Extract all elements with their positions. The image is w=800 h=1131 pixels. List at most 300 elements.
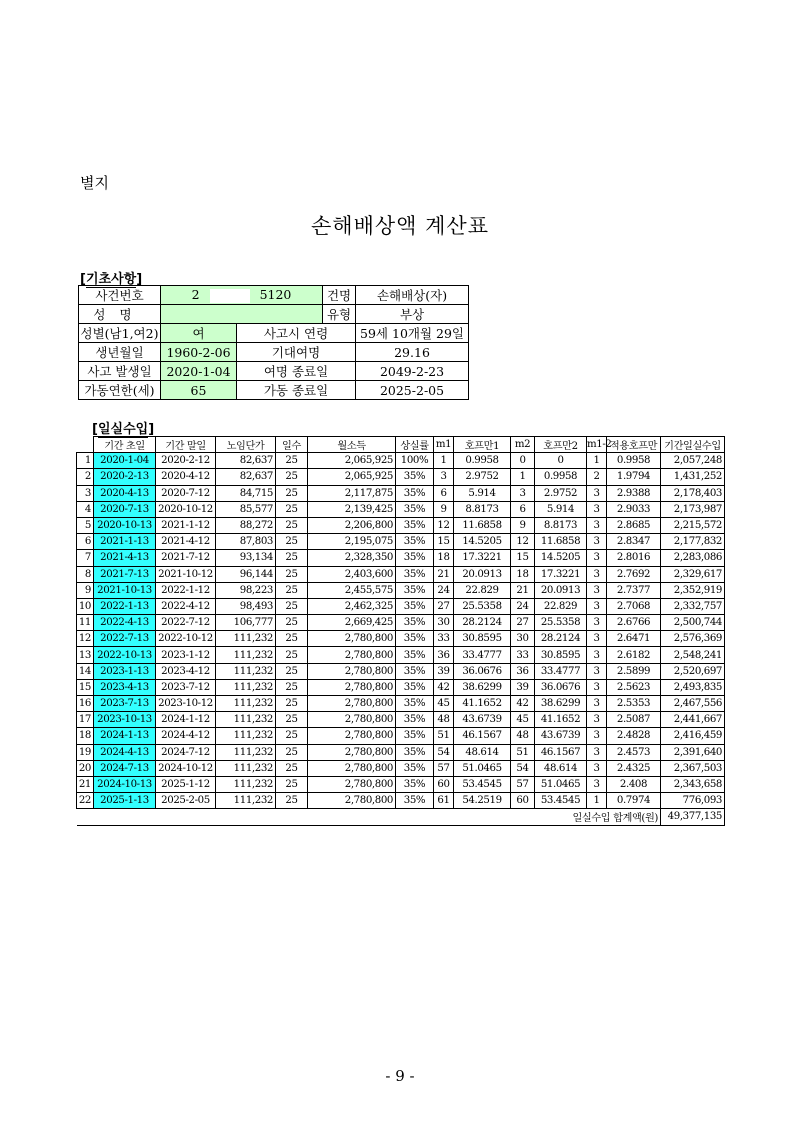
income-total-row — [77, 809, 725, 825]
table-cell: 35% — [396, 744, 434, 760]
table-cell: 54 — [434, 744, 454, 760]
table-cell: 2,462,325 — [308, 598, 396, 614]
table-row — [77, 517, 725, 533]
table-cell: 2,403,600 — [308, 566, 396, 582]
table-cell: 1 — [587, 453, 607, 469]
table-cell: 21 — [434, 566, 454, 582]
row-index: 15 — [77, 679, 94, 695]
table-cell: 2,178,403 — [661, 485, 725, 501]
table-cell: 1 — [511, 469, 535, 485]
table-cell: 2,328,350 — [308, 550, 396, 566]
table-cell: 1 — [434, 453, 454, 469]
table-cell: 1 — [587, 793, 607, 809]
table-cell: 2,669,425 — [308, 615, 396, 631]
table-cell: 33.4777 — [454, 647, 511, 663]
table-cell: 2.5087 — [607, 712, 661, 728]
row-index: 19 — [77, 744, 94, 760]
annex-label: 별지 — [80, 174, 109, 192]
table-cell: 2.6182 — [607, 647, 661, 663]
table-cell: 2,780,800 — [308, 696, 396, 712]
table-cell: 51 — [511, 744, 535, 760]
table-row — [77, 469, 725, 485]
table-cell: 2.7377 — [607, 582, 661, 598]
table-cell: 106,777 — [216, 615, 276, 631]
table-cell: 2.9388 — [607, 485, 661, 501]
table-cell: 2.408 — [607, 776, 661, 792]
table-cell: 61 — [434, 793, 454, 809]
table-cell: 3 — [587, 776, 607, 792]
table-row — [77, 776, 725, 792]
table-row — [77, 582, 725, 598]
table-cell: 2,173,987 — [661, 501, 725, 517]
table-cell: 2.4325 — [607, 760, 661, 776]
table-cell: 88,272 — [216, 517, 276, 533]
table-cell: 2,329,617 — [661, 566, 725, 582]
table-cell: 36 — [511, 663, 535, 679]
table-cell: 111,232 — [216, 776, 276, 792]
table-cell: 2.6471 — [607, 631, 661, 647]
total-value: 49,377,135 — [661, 809, 725, 825]
table-cell: 2020-2-13 — [94, 469, 156, 485]
table-cell: 2,467,556 — [661, 696, 725, 712]
row-index: 7 — [77, 550, 94, 566]
table-cell: 2020-1-04 — [94, 453, 156, 469]
table-cell: 2022-4-12 — [156, 598, 216, 614]
table-cell: 12 — [434, 517, 454, 533]
table-cell: 0.9958 — [454, 453, 511, 469]
table-cell: 2.9752 — [454, 469, 511, 485]
table-cell: 24 — [511, 598, 535, 614]
lost-income-table — [76, 436, 725, 826]
table-cell: 35% — [396, 582, 434, 598]
row-index: 21 — [77, 776, 94, 792]
table-cell: 25 — [276, 744, 308, 760]
table-cell: 43.6739 — [454, 712, 511, 728]
table-cell: 2.5623 — [607, 679, 661, 695]
table-cell: 35% — [396, 631, 434, 647]
table-cell: 2,065,925 — [308, 453, 396, 469]
row-index: 6 — [77, 534, 94, 550]
table-cell: 2020-7-13 — [94, 501, 156, 517]
table-cell: 35% — [396, 696, 434, 712]
row-index: 11 — [77, 615, 94, 631]
row-index: 8 — [77, 566, 94, 582]
table-cell: 2,780,800 — [308, 776, 396, 792]
basic-section-label: [기초사항] — [80, 272, 143, 287]
table-cell: 2.7692 — [607, 566, 661, 582]
table-cell: 60 — [511, 793, 535, 809]
table-cell: 2021-1-13 — [94, 534, 156, 550]
table-cell: 2025-1-13 — [94, 793, 156, 809]
life-value: 29.16 — [356, 343, 469, 362]
table-cell: 2,441,667 — [661, 712, 725, 728]
table-cell: 25 — [276, 550, 308, 566]
table-cell: 2021-4-13 — [94, 550, 156, 566]
table-cell: 3 — [587, 615, 607, 631]
income-header-cell: 적용호프만 — [607, 437, 661, 453]
table-cell: 51.0465 — [535, 776, 587, 792]
table-cell: 42 — [511, 696, 535, 712]
name-label: 성명 — [79, 305, 161, 324]
table-cell: 2024-4-12 — [156, 728, 216, 744]
table-cell: 6 — [434, 485, 454, 501]
case-name-label: 건명 — [323, 286, 356, 305]
table-cell: 25 — [276, 469, 308, 485]
life-label: 기대여명 — [237, 343, 356, 362]
table-cell: 35% — [396, 598, 434, 614]
table-cell: 2,117,875 — [308, 485, 396, 501]
table-row — [77, 712, 725, 728]
table-cell: 2,780,800 — [308, 760, 396, 776]
table-cell: 111,232 — [216, 631, 276, 647]
page-number: - 9 - — [385, 1067, 415, 1085]
table-cell: 2,391,640 — [661, 744, 725, 760]
row-index: 14 — [77, 663, 94, 679]
table-cell: 2023-1-13 — [94, 663, 156, 679]
table-cell: 54.2519 — [454, 793, 511, 809]
basic-info-table — [78, 285, 469, 400]
table-cell: 2022-10-12 — [156, 631, 216, 647]
table-cell: 35% — [396, 679, 434, 695]
case-no-label: 사건번호 — [79, 286, 161, 305]
table-cell: 25 — [276, 631, 308, 647]
table-cell: 39 — [434, 663, 454, 679]
type-label: 유형 — [323, 305, 356, 324]
table-cell: 2,780,800 — [308, 647, 396, 663]
table-cell: 2,493,835 — [661, 679, 725, 695]
table-cell: 2,343,658 — [661, 776, 725, 792]
table-cell: 41.1652 — [535, 712, 587, 728]
table-cell: 2,206,800 — [308, 517, 396, 533]
table-cell: 100% — [396, 453, 434, 469]
table-cell: 2024-1-12 — [156, 712, 216, 728]
case-no-value — [161, 286, 323, 305]
table-cell: 17.3221 — [454, 550, 511, 566]
table-cell: 2024-1-13 — [94, 728, 156, 744]
table-cell: 2025-2-05 — [156, 793, 216, 809]
table-cell: 51 — [434, 728, 454, 744]
table-cell: 2022-1-13 — [94, 598, 156, 614]
table-cell: 25 — [276, 728, 308, 744]
table-cell: 9 — [434, 501, 454, 517]
row-index: 16 — [77, 696, 94, 712]
table-cell: 3 — [587, 696, 607, 712]
table-cell: 776,093 — [661, 793, 725, 809]
table-cell: 35% — [396, 760, 434, 776]
table-cell: 2.9033 — [607, 501, 661, 517]
table-cell: 35% — [396, 566, 434, 582]
table-cell: 3 — [587, 647, 607, 663]
age-label: 사고시 연령 — [237, 324, 356, 343]
table-cell: 35% — [396, 712, 434, 728]
table-cell: 1,431,252 — [661, 469, 725, 485]
table-cell: 2022-10-13 — [94, 647, 156, 663]
case-name-value: 손해배상(자) — [356, 286, 469, 305]
row-index: 4 — [77, 501, 94, 517]
table-cell: 3 — [511, 485, 535, 501]
table-cell: 111,232 — [216, 760, 276, 776]
table-cell: 2,548,241 — [661, 647, 725, 663]
table-cell: 2020-2-12 — [156, 453, 216, 469]
row-index: 17 — [77, 712, 94, 728]
table-cell: 98,223 — [216, 582, 276, 598]
table-cell: 2023-10-13 — [94, 712, 156, 728]
table-row — [77, 485, 725, 501]
income-header-cell: 일수 — [276, 437, 308, 453]
table-cell: 2,065,925 — [308, 469, 396, 485]
table-cell: 5.914 — [535, 501, 587, 517]
table-cell: 111,232 — [216, 728, 276, 744]
table-cell: 2024-7-13 — [94, 760, 156, 776]
table-cell: 2021-7-13 — [94, 566, 156, 582]
table-cell: 2023-4-12 — [156, 663, 216, 679]
table-cell: 30.8595 — [454, 631, 511, 647]
table-cell: 96,144 — [216, 566, 276, 582]
table-row — [77, 793, 725, 809]
table-cell: 2025-1-12 — [156, 776, 216, 792]
table-cell: 2,177,832 — [661, 534, 725, 550]
table-row — [77, 760, 725, 776]
table-row — [77, 631, 725, 647]
table-cell: 53.4545 — [454, 776, 511, 792]
table-cell: 2020-10-12 — [156, 501, 216, 517]
table-cell: 54 — [511, 760, 535, 776]
table-cell: 2024-10-13 — [94, 776, 156, 792]
table-row — [77, 696, 725, 712]
table-cell: 2023-4-13 — [94, 679, 156, 695]
table-cell: 111,232 — [216, 696, 276, 712]
table-cell: 2,780,800 — [308, 728, 396, 744]
table-cell: 12 — [511, 534, 535, 550]
table-cell: 39 — [511, 679, 535, 695]
birth-value: 1960-2-06 — [161, 343, 237, 362]
table-cell: 25 — [276, 712, 308, 728]
table-cell: 28.2124 — [454, 615, 511, 631]
table-cell: 38.6299 — [535, 696, 587, 712]
table-cell: 27 — [434, 598, 454, 614]
basic-section-text: 기초사항 — [85, 272, 137, 287]
work-age-value: 65 — [161, 381, 237, 400]
table-cell: 25 — [276, 760, 308, 776]
table-cell: 85,577 — [216, 501, 276, 517]
table-cell: 42 — [434, 679, 454, 695]
table-cell: 36.0676 — [454, 663, 511, 679]
table-cell: 2023-7-13 — [94, 696, 156, 712]
table-cell: 25 — [276, 517, 308, 533]
table-cell: 53.4545 — [535, 793, 587, 809]
income-header-cell: 호프만2 — [535, 437, 587, 453]
table-cell: 111,232 — [216, 663, 276, 679]
table-cell: 3 — [587, 550, 607, 566]
table-cell: 11.6858 — [535, 534, 587, 550]
row-index: 5 — [77, 517, 94, 533]
table-cell: 20.0913 — [535, 582, 587, 598]
table-cell: 15 — [434, 534, 454, 550]
table-cell: 98,493 — [216, 598, 276, 614]
table-cell: 2,416,459 — [661, 728, 725, 744]
income-section-text: 일실수입 — [97, 422, 149, 437]
table-cell: 20.0913 — [454, 566, 511, 582]
row-index: 22 — [77, 793, 94, 809]
income-header-cell: m1-2 — [587, 437, 607, 453]
table-cell: 2,780,800 — [308, 631, 396, 647]
income-section-label: [일실수입] — [92, 422, 155, 437]
table-cell: 25 — [276, 615, 308, 631]
work-end-label: 가동 종료일 — [237, 381, 356, 400]
table-cell: 57 — [434, 760, 454, 776]
table-cell: 36.0676 — [535, 679, 587, 695]
income-header-cell: 호프만1 — [454, 437, 511, 453]
table-cell: 25 — [276, 679, 308, 695]
income-header-cell: 기간 초일 — [94, 437, 156, 453]
table-cell: 2.6766 — [607, 615, 661, 631]
table-cell: 2,520,697 — [661, 663, 725, 679]
table-cell: 35% — [396, 793, 434, 809]
table-cell: 25 — [276, 534, 308, 550]
table-cell: 3 — [587, 744, 607, 760]
table-cell: 35% — [396, 615, 434, 631]
table-cell: 1.9794 — [607, 469, 661, 485]
income-header-cell: m1 — [434, 437, 454, 453]
row-index: 2 — [77, 469, 94, 485]
table-cell: 3 — [587, 566, 607, 582]
table-cell: 2.9752 — [535, 485, 587, 501]
table-row — [77, 566, 725, 582]
table-cell: 5.914 — [454, 485, 511, 501]
table-cell: 35% — [396, 517, 434, 533]
table-cell: 3 — [587, 712, 607, 728]
case-no-suffix: 5120 — [259, 287, 292, 303]
table-cell: 2024-10-12 — [156, 760, 216, 776]
table-cell: 25 — [276, 696, 308, 712]
table-cell: 22.829 — [454, 582, 511, 598]
table-cell: 35% — [396, 501, 434, 517]
row-index: 10 — [77, 598, 94, 614]
table-cell: 46.1567 — [454, 728, 511, 744]
table-cell: 2,780,800 — [308, 793, 396, 809]
table-cell: 48 — [434, 712, 454, 728]
table-cell: 2,195,075 — [308, 534, 396, 550]
table-cell: 2,215,572 — [661, 517, 725, 533]
table-cell: 25 — [276, 793, 308, 809]
table-row — [77, 663, 725, 679]
accident-label: 사고 발생일 — [79, 362, 161, 381]
table-cell: 25 — [276, 453, 308, 469]
table-cell: 8.8173 — [454, 501, 511, 517]
row-index: 13 — [77, 647, 94, 663]
table-cell: 111,232 — [216, 793, 276, 809]
income-header-cell: 기간 말일 — [156, 437, 216, 453]
table-cell: 2023-10-12 — [156, 696, 216, 712]
table-cell: 38.6299 — [454, 679, 511, 695]
table-cell: 2021-1-12 — [156, 517, 216, 533]
table-cell: 3 — [587, 501, 607, 517]
table-cell: 2.5353 — [607, 696, 661, 712]
table-cell: 3 — [587, 534, 607, 550]
table-cell: 36 — [434, 647, 454, 663]
table-row — [77, 647, 725, 663]
row-index: 12 — [77, 631, 94, 647]
table-cell: 84,715 — [216, 485, 276, 501]
table-cell: 3 — [587, 582, 607, 598]
table-cell: 35% — [396, 728, 434, 744]
table-cell: 2.8685 — [607, 517, 661, 533]
table-cell: 2.7068 — [607, 598, 661, 614]
table-cell: 2,139,425 — [308, 501, 396, 517]
table-cell: 2.8347 — [607, 534, 661, 550]
table-row — [77, 728, 725, 744]
table-cell: 30.8595 — [535, 647, 587, 663]
table-cell: 2,780,800 — [308, 663, 396, 679]
table-cell: 2020-4-13 — [94, 485, 156, 501]
life-end-value: 2049-2-23 — [356, 362, 469, 381]
table-cell: 2,780,800 — [308, 679, 396, 695]
row-index: 1 — [77, 453, 94, 469]
table-cell: 2020-7-12 — [156, 485, 216, 501]
income-header-cell: 월소득 — [308, 437, 396, 453]
table-cell: 3 — [587, 663, 607, 679]
work-end-value: 2025-2-05 — [356, 381, 469, 400]
table-cell: 111,232 — [216, 679, 276, 695]
table-cell: 2.4573 — [607, 744, 661, 760]
table-cell: 48 — [511, 728, 535, 744]
table-cell: 2022-4-13 — [94, 615, 156, 631]
table-cell: 18 — [511, 566, 535, 582]
table-cell: 2021-7-12 — [156, 550, 216, 566]
table-cell: 2024-4-13 — [94, 744, 156, 760]
table-cell: 2022-7-12 — [156, 615, 216, 631]
table-cell: 28.2124 — [535, 631, 587, 647]
table-cell: 48.614 — [535, 760, 587, 776]
table-cell: 35% — [396, 469, 434, 485]
table-cell: 25 — [276, 566, 308, 582]
table-cell: 25 — [276, 582, 308, 598]
income-header-cell: 노임단가 — [216, 437, 276, 453]
table-cell: 35% — [396, 550, 434, 566]
table-cell: 2.4828 — [607, 728, 661, 744]
table-cell: 2 — [587, 469, 607, 485]
table-cell: 0 — [511, 453, 535, 469]
table-cell: 45 — [434, 696, 454, 712]
table-cell: 33.4777 — [535, 663, 587, 679]
table-cell: 25.5358 — [454, 598, 511, 614]
table-cell: 87,803 — [216, 534, 276, 550]
table-cell: 25 — [276, 501, 308, 517]
table-cell: 2020-4-12 — [156, 469, 216, 485]
table-cell: 2,780,800 — [308, 712, 396, 728]
redaction-box — [210, 289, 250, 303]
table-cell: 2,500,744 — [661, 615, 725, 631]
row-index: 18 — [77, 728, 94, 744]
table-cell: 35% — [396, 776, 434, 792]
gender-value: 여 — [161, 324, 237, 343]
age-value: 59세 10개월 29일 — [356, 324, 469, 343]
document-title: 손해배상액 계산표 — [311, 214, 489, 238]
birth-label: 생년월일 — [79, 343, 161, 362]
table-row — [77, 501, 725, 517]
table-cell: 57 — [511, 776, 535, 792]
table-row — [77, 744, 725, 760]
table-cell: 2,780,800 — [308, 744, 396, 760]
table-cell: 30 — [434, 615, 454, 631]
table-cell: 111,232 — [216, 712, 276, 728]
table-cell: 2,057,248 — [661, 453, 725, 469]
table-cell: 93,134 — [216, 550, 276, 566]
table-cell: 35% — [396, 485, 434, 501]
table-cell: 2022-7-13 — [94, 631, 156, 647]
table-cell: 3 — [587, 679, 607, 695]
table-cell: 111,232 — [216, 744, 276, 760]
